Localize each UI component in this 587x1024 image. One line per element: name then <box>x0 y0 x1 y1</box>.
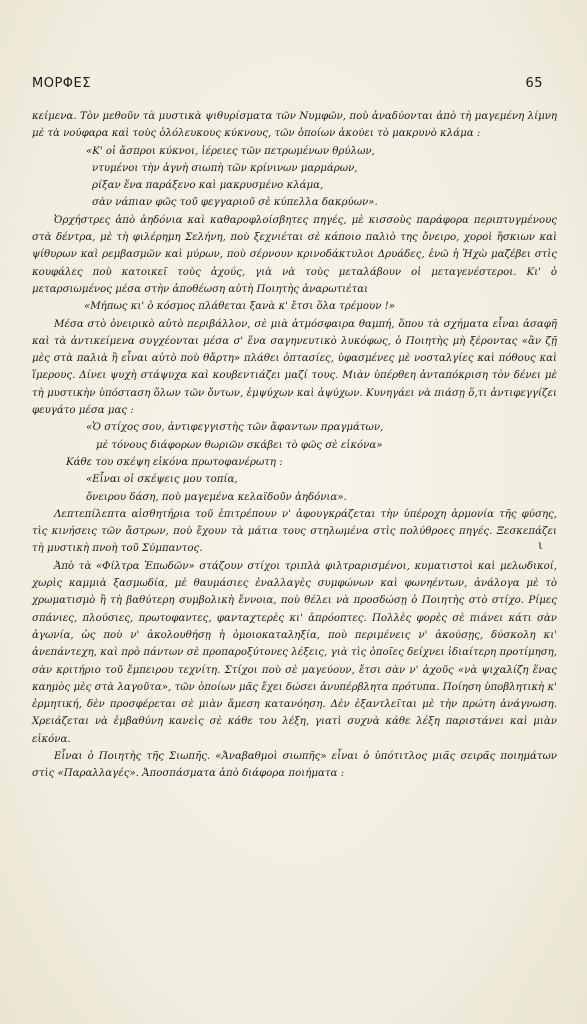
verse-line: μὲ τόνους διάφορων θωριῶν σκάβει τὸ φῶς σὲ εἰκόνα» <box>96 439 383 451</box>
verse-block-2 <box>32 419 557 454</box>
paragraph-2: Ὀρχήστρες ἀπὸ ἀηδόνια καὶ καθαροφλοίσβητες πηγές, μὲ κισσοὺς παράφορα περιπτυγμένους στὰ δέντρα, μὲ τὴ φιλέρημη Σελήνη, ποὺ ξεχνιέται σὲ κάποιο παλιὸ της ὄνειρο, χοροὶ ἥσκιων καὶ ψίθυρων καὶ ρεμβασμῶν καὶ μύρων, ποὺ σέρνουν κρινοδάκτυλοι Δρυάδες, ἐνῶ ἡ Ἠχὼ μαζέβει στὶς κουφάλες ποὺ κατοικεῖ τοὺς ἀχούς, γιὰ νὰ τοὺς μεταλάβουν οἱ μεταγενέστεροι. Κι' ὁ μεταρσιωμένος μέσα στὴν ἀποθέωση αὐτὴ Ποιητὴς ἀναρωτιέται <box>32 214 557 295</box>
paragraph-5: Λεπτεπίλεπτα αἰσθητήρια τοῦ ἐπιτρέπουν ν' ἀφουγκράζεται τὴν ὑπέροχη ἁρμονία τῆς φύσης, τὶς κινήσεις τῶν ἄστρων, ποὺ ἔχουν τὰ μάτια τους στηλωμένα στὶς πολύθροες πηγές. Ξεσκεπάζει τὴ μυστικὴ πνοὴ τοῦ Σύμπαντος. <box>32 508 557 555</box>
paragraph-1: κείμενα. Τὸν μεθοῦν τὰ μυστικὰ ψιθυρίσματα τῶν Νυμφῶν, ποὺ ἀναδύονται ἀπὸ τὴ μαγεμένη λίμνη μὲ τὰ νούφαρα καὶ τοὺς ὁλόλευκους κύκνους, τῶν ὁποίων ἀκούει τὸ μακρυνὸ κλάμα : <box>32 111 557 140</box>
verse-line: ντυμένοι τὴν ἁγνὴ σιωπὴ τῶν κρίνινων μαρμάρων, <box>92 162 358 174</box>
verse-line: «Ὁ στίχος σου, ἀντιφεγγιστὴς τῶν ἄφαντων πραγμάτων, <box>86 422 384 434</box>
page-number: 65 <box>525 76 543 91</box>
verse-block-1 <box>32 143 557 212</box>
verse-line: «Εἶναι οἱ σκέψεις μου τοπία, <box>86 474 238 486</box>
running-title: ΜΟΡΦΕΣ <box>32 76 91 91</box>
quote-1: «Μήπως κι' ὁ κόσμος πλάθεται ξανὰ κ' ἔτσι ὅλα τρέμουν !» <box>84 301 395 313</box>
body-text <box>32 108 557 783</box>
paragraph-3: Μέσα στὸ ὀνειρικὸ αὐτὸ περιβάλλον, σὲ μιὰ ἀτμόσφαιρα θαμπή, ὅπου τὰ σχήματα εἶναι ἀσαφῆ καὶ τὰ ἀντικείμενα συγχέονται μέσα σ' ἕνα σαγηνευτικὸ λυκόφως, ὁ Ποιητὴς μὴ ξέροντας «ἂν ζῇ μὲς στὰ παλιὰ ἢ εἶναι αὐτὸ ποὺ θἄρτη» πλάθει ὀπτασίες, ὑφασμένες μὲ νοσταλγίες καὶ πόθους καὶ ἵμερους. Δίνει ψυχὴ στάψυχα καὶ κουβεντιάζει μαζί τους. Μιὰν ὑπέρθεη ἀνταπόκριση τὸν δένει μὲ τὴ μυστικὴν ὑπόσταση ὅλων τῶν ὄντων, ἐμψύχων καὶ ἀψύχων. Κυνηγάει νὰ πιάσῃ ὅ,τι ἀντιφεγγίζει φευγάτο μέσα μας : <box>32 318 557 417</box>
verse-line: σὰν νάπιαν φῶς τοῦ φεγγαριοῦ σὲ κύπελλα δακρύων». <box>92 197 378 209</box>
paragraph-6: Ἀπὸ τὰ «Φίλτρα Ἐπωδῶν» στάζουν στίχοι τριπλὰ φιλτραρισμένοι, κυματιστοὶ καὶ μελωδικοί, χωρὶς καμμιὰ ξασμωδία, μὲ θαυμάσιες ἐναλλαγὲς συμφώνων καὶ φωνηέντων, ἀνάλογα μὲ τὸ χρωματισμὸ ἢ τὴ βαθύτερη συμβολικὴ ἔννοια, ποὺ θέλει νὰ προσδώσῃ ὁ Ποιητὴς στὸ στίχο. Ρίμες σπάνιες, πλούσιες, πρωτοφαντες, φανταχτερὲς κι' ἀπρόοπτες. Πολλὲς φορὲς σὲ πιάνει κάτι σὰν ἀγωνία, ὡς ποὺ ν' ἀκολουθήσῃ ἡ ὁμοιοκαταληξία, ποὺ περιμένεις ν' ἀκούσῃς, δύσκολη κι' ἀνεπάντεχη, καὶ πρὸ πάντων σὲ προπαροξύτονες λέξεις, γιὰ τὶς ὁποῖες δείχνει ἰδιαίτερη προτίμηση, σὰν κριτήριο τοῦ ἔμπειρου τεχνίτη. Στίχοι ποὺ σὲ μαγεύουν, ἔτσι σὰν ν' ἀχοῦς «νὰ ψιχαλίζη ἕνας καημὸς μὲς στὰ λαγοῦτα», τῶν ὁποίων μᾶς ἔχει δώσει ἀνυπέρβλητα πρότυπα. Ποίηση ὑποβλητικὴ κ' ἐρμητική, δὲν προσφέρεται σὲ μιὰν ἄμεση κατανόηση. Δὲν ἐξαντλεῖται μὲ τὴν πρώτη ἀνάγνωση. Χρειάζεται νὰ ἐμβαθύνη κανεὶς σὲ κάθε του λέξη, γιατὶ συχνὰ κάθε λέξη παριστάνει καὶ μιὰν εἰκόνα. <box>32 560 557 745</box>
verse-block-3 <box>32 471 557 506</box>
paragraph-7: Εἶναι ὁ Ποιητὴς τῆς Σιωπῆς. «Ἀναβαθμοὶ σιωπῆς» εἶναι ὁ ὑπότιτλος μιᾶς σειρᾶς ποιημάτων στὶς «Παραλλαγές». Ἀποσπάσματα ἀπὸ διάφορα ποιήματα : <box>32 750 557 780</box>
verse-line: ὄνειρου δάση, ποὺ μαγεμένα κελαϊδοῦν ἀηδόνια». <box>86 491 347 503</box>
verse-line: «Κ' οἱ ἄσπροι κύκνοι, ἱέρειες τῶν πετρωμένων θρύλων, <box>86 145 375 157</box>
margin-mark: ι <box>538 538 543 552</box>
verse-line: ρίξαν ἕνα παράξενο καὶ μακρυσμένο κλάμα, <box>92 180 324 192</box>
paragraph-4: Κάθε του σκέψη εἰκόνα πρωτοφανέρωτη : <box>66 456 283 468</box>
running-head <box>32 76 543 94</box>
